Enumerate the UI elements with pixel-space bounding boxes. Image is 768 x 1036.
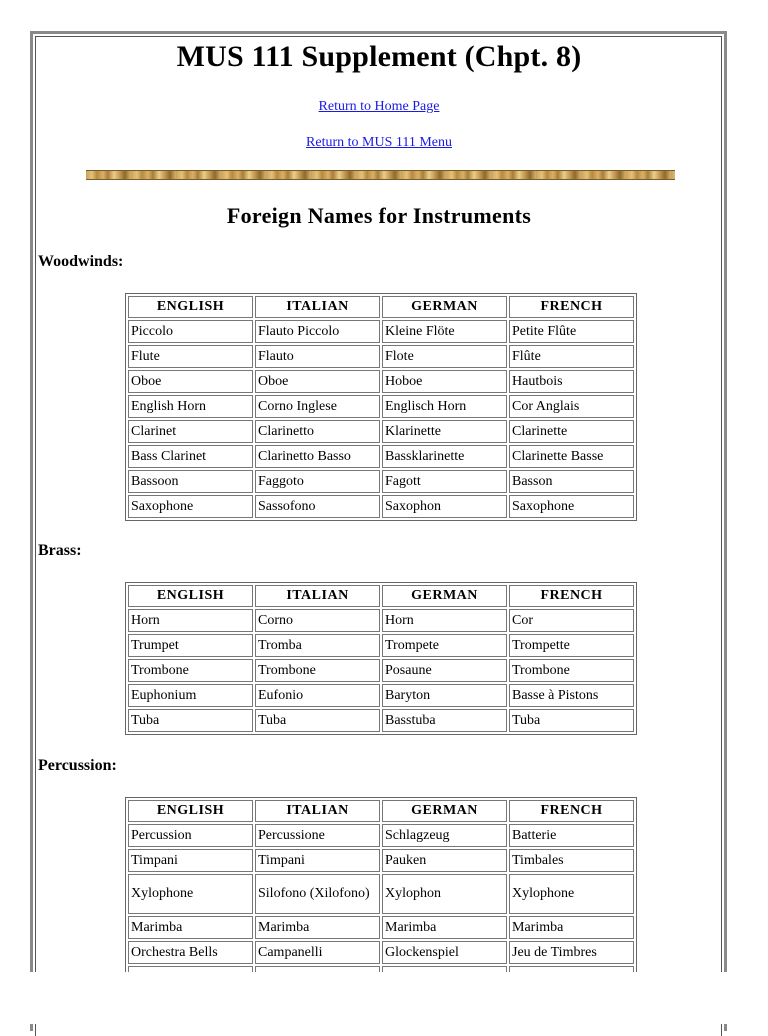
woodwinds-table (125, 293, 637, 521)
woodwinds-heading: Woodwinds: (38, 253, 124, 270)
column-header-italian: ITALIAN (255, 585, 380, 607)
cell-french: Clarinette Basse (509, 445, 634, 468)
cell-english: Flute (128, 345, 253, 368)
section-heading: Foreign Names for Instruments (226, 203, 532, 228)
column-header-german: GERMAN (382, 800, 507, 822)
cell-english: Tuba (128, 709, 253, 732)
brass-table (125, 582, 637, 735)
cell-italian: Tuba (255, 709, 380, 732)
cell-french: Cor Anglais (509, 395, 634, 418)
cell-german: Baryton (382, 684, 507, 707)
table-row (128, 395, 634, 418)
column-header-french: FRENCH (509, 800, 634, 822)
cell-italian: Flauto Piccolo (255, 320, 380, 343)
cell-italian: Flauto (255, 345, 380, 368)
page-title: MUS 111 Supplement (Chpt. 8) (176, 40, 582, 73)
cell-french: Marimba (509, 916, 634, 939)
brass-heading: Brass: (38, 542, 82, 559)
cell-english: Piccolo (128, 320, 253, 343)
table-row (128, 345, 634, 368)
table-row (128, 470, 634, 493)
cell-french: Basse à Pistons (509, 684, 634, 707)
cell-italian: Silofono (Xilofono) (255, 874, 380, 914)
cell-italian: Corno (255, 609, 380, 632)
cell-german: Horn (382, 609, 507, 632)
table-row (128, 684, 634, 707)
column-header-italian: ITALIAN (255, 296, 380, 318)
cell-french: Timbales (509, 849, 634, 872)
cell-french: Trombone (509, 659, 634, 682)
column-header-english: ENGLISH (128, 585, 253, 607)
cell-german: Basstuba (382, 709, 507, 732)
table-row (128, 824, 634, 847)
cell-french: Hautbois (509, 370, 634, 393)
mus111-menu-link[interactable]: Return to MUS 111 Menu (306, 135, 452, 150)
cell-german: Fagott (382, 470, 507, 493)
percussion-heading: Percussion: (38, 757, 117, 774)
cell-english: Trumpet (128, 634, 253, 657)
percussion-table (125, 797, 637, 992)
cell-english: Bassoon (128, 470, 253, 493)
cell-english: Bass Clarinet (128, 445, 253, 468)
table-row (128, 941, 634, 964)
cell-german: Glockenspiel (382, 941, 507, 964)
table-row (128, 874, 634, 914)
cell-french: Batterie (509, 824, 634, 847)
cell-german: Schlagzeug (382, 824, 507, 847)
cell-italian: Faggoto (255, 470, 380, 493)
cell-english: Saxophone (128, 495, 253, 518)
cell-italian: Campanelli (255, 941, 380, 964)
cell-german: Flote (382, 345, 507, 368)
cell-german: Kleine Flöte (382, 320, 507, 343)
cell-german: Englisch Horn (382, 395, 507, 418)
table-header-row (128, 585, 634, 607)
column-header-italian: ITALIAN (255, 800, 380, 822)
table-row (128, 420, 634, 443)
cell-french: Flûte (509, 345, 634, 368)
cell-german: Marimba (382, 916, 507, 939)
cell-german: Hoboe (382, 370, 507, 393)
table-row (128, 634, 634, 657)
cell-italian: Marimba (255, 916, 380, 939)
table-header-row (128, 800, 634, 822)
cell-english: Trombone (128, 659, 253, 682)
cell-english: Oboe (128, 370, 253, 393)
cell-german: Posaune (382, 659, 507, 682)
cell-english: Percussion (128, 824, 253, 847)
cell-english: Clarinet (128, 420, 253, 443)
cell-french: Tuba (509, 709, 634, 732)
page-bottom-clip (0, 972, 768, 1024)
table-row (128, 320, 634, 343)
cell-french: Petite Flûte (509, 320, 634, 343)
cell-italian: Clarinetto Basso (255, 445, 380, 468)
cell-italian: Tromba (255, 634, 380, 657)
table-row (128, 445, 634, 468)
cell-italian: Trombone (255, 659, 380, 682)
column-header-german: GERMAN (382, 585, 507, 607)
cell-german: Klarinette (382, 420, 507, 443)
column-header-english: ENGLISH (128, 800, 253, 822)
column-header-english: ENGLISH (128, 296, 253, 318)
table-row (128, 609, 634, 632)
cell-english: Euphonium (128, 684, 253, 707)
cell-english: Marimba (128, 916, 253, 939)
cell-french: Saxophone (509, 495, 634, 518)
table-row (128, 916, 634, 939)
cell-italian: Oboe (255, 370, 380, 393)
cell-german: Trompete (382, 634, 507, 657)
cell-italian: Percussione (255, 824, 380, 847)
cell-italian: Clarinetto (255, 420, 380, 443)
cell-italian: Timpani (255, 849, 380, 872)
cell-german: Saxophon (382, 495, 507, 518)
table-row (128, 659, 634, 682)
table-row (128, 849, 634, 872)
column-header-german: GERMAN (382, 296, 507, 318)
table-header-row (128, 296, 634, 318)
cell-german: Bassklarinette (382, 445, 507, 468)
cell-french: Jeu de Timbres (509, 941, 634, 964)
cell-english: Xylophone (128, 874, 253, 914)
cell-english: Horn (128, 609, 253, 632)
home-page-link[interactable]: Return to Home Page (318, 99, 440, 114)
cell-french: Xylophone (509, 874, 634, 914)
column-header-french: FRENCH (509, 585, 634, 607)
cell-english: Timpani (128, 849, 253, 872)
cell-english: English Horn (128, 395, 253, 418)
cell-german: Xylophon (382, 874, 507, 914)
table-row (128, 370, 634, 393)
cell-italian: Eufonio (255, 684, 380, 707)
table-row (128, 495, 634, 518)
cell-french: Cor (509, 609, 634, 632)
cell-french: Trompette (509, 634, 634, 657)
table-row (128, 709, 634, 732)
decorative-divider (86, 170, 675, 180)
cell-french: Clarinette (509, 420, 634, 443)
cell-italian: Corno Inglese (255, 395, 380, 418)
column-header-french: FRENCH (509, 296, 634, 318)
cell-german: Pauken (382, 849, 507, 872)
cell-french: Basson (509, 470, 634, 493)
cell-english: Orchestra Bells (128, 941, 253, 964)
cell-italian: Sassofono (255, 495, 380, 518)
